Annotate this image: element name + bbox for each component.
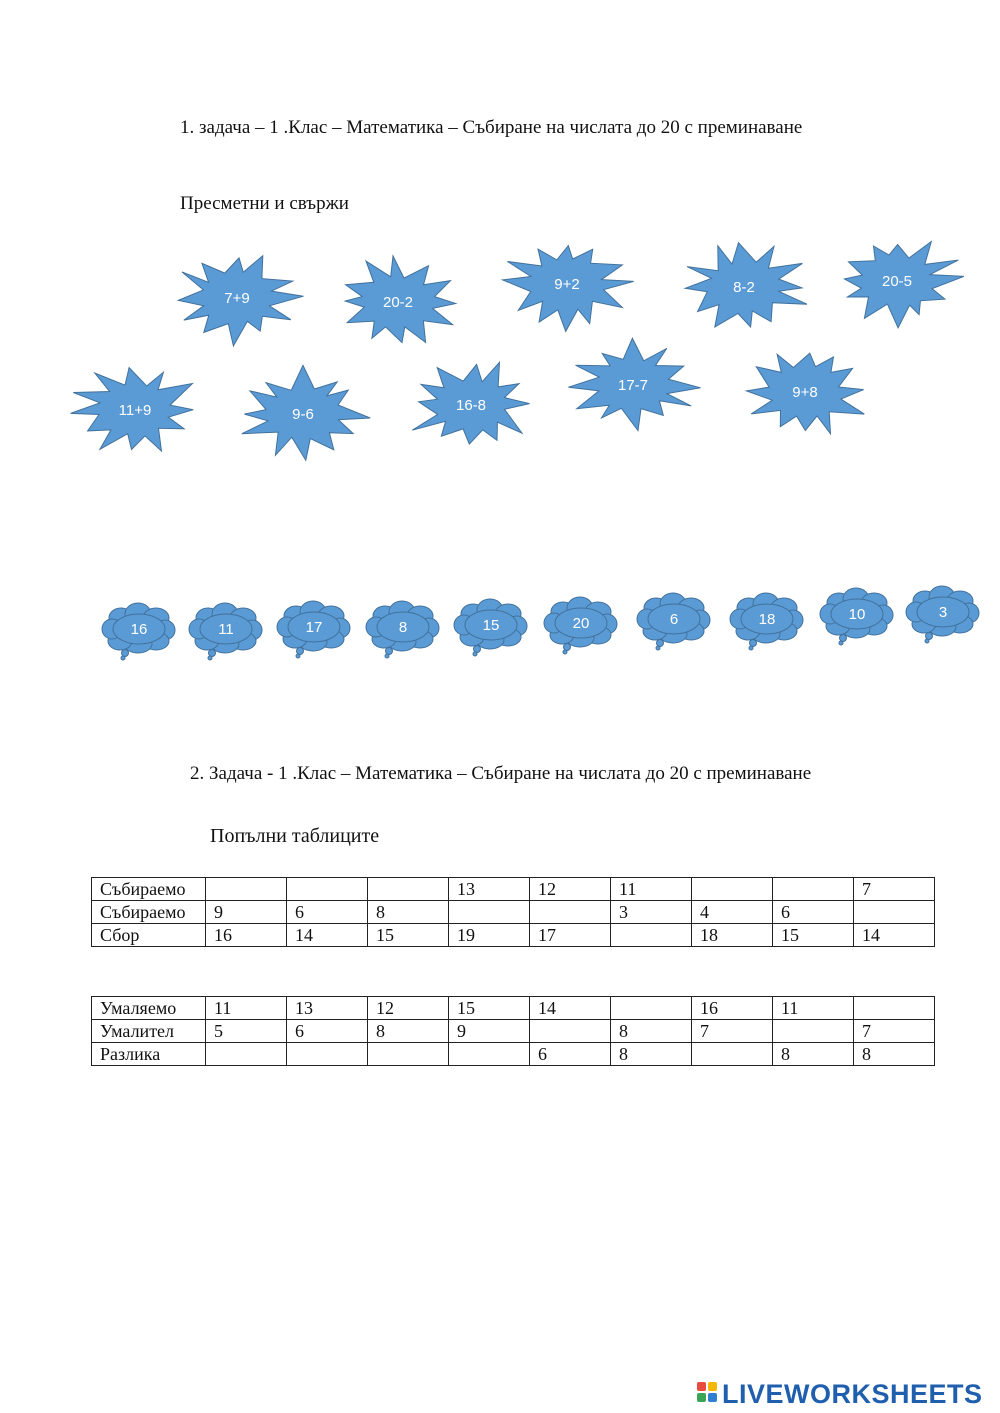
task2-heading: 2. Задача - 1 .Клас – Математика – Събиране на числата до 20 с преминаване xyxy=(190,763,812,784)
table-cell: 19 xyxy=(449,924,530,947)
table-cell: 14 xyxy=(854,924,935,947)
table-cell: 8 xyxy=(368,901,449,924)
table-cell: 13 xyxy=(449,878,530,901)
table-cell: 18 xyxy=(692,924,773,947)
table-cell: 15 xyxy=(773,924,854,947)
table-cell: 16 xyxy=(692,997,773,1020)
table-cell: 8 xyxy=(611,1043,692,1066)
expression-star[interactable] xyxy=(401,355,541,455)
table-row xyxy=(92,1043,935,1066)
table-row xyxy=(92,1020,935,1043)
row-header: Умалител xyxy=(92,1020,206,1043)
table-cell: 13 xyxy=(287,997,368,1020)
expression-star[interactable] xyxy=(328,252,468,352)
answer-cloud[interactable] xyxy=(729,588,805,650)
table-cell: 7 xyxy=(692,1020,773,1043)
table-cell[interactable] xyxy=(611,997,692,1020)
liveworksheets-logo xyxy=(697,1378,983,1410)
answer-label: 8 xyxy=(398,618,408,636)
table-cell[interactable] xyxy=(449,901,530,924)
table-cell[interactable] xyxy=(530,901,611,924)
table-cell[interactable] xyxy=(530,1020,611,1043)
answer-label: 15 xyxy=(482,616,500,634)
answer-cloud[interactable] xyxy=(636,588,712,650)
table-cell[interactable] xyxy=(368,878,449,901)
answer-cloud[interactable] xyxy=(905,581,981,643)
table-row xyxy=(92,878,935,901)
answer-cloud[interactable] xyxy=(453,594,529,656)
table-cell: 14 xyxy=(287,924,368,947)
expression-label: 8-2 xyxy=(733,278,755,296)
answer-cloud[interactable] xyxy=(365,596,441,658)
addition-table xyxy=(91,877,935,947)
expression-star[interactable] xyxy=(827,231,967,331)
table-cell: 7 xyxy=(854,878,935,901)
table-cell: 6 xyxy=(287,1020,368,1043)
table-cell: 9 xyxy=(449,1020,530,1043)
table-row xyxy=(92,997,935,1020)
table-cell: 8 xyxy=(368,1020,449,1043)
table-cell: 6 xyxy=(530,1043,611,1066)
table-row xyxy=(92,924,935,947)
expression-star[interactable] xyxy=(735,342,875,442)
table-cell[interactable] xyxy=(692,1043,773,1066)
answer-label: 10 xyxy=(848,605,866,623)
table-cell: 12 xyxy=(530,878,611,901)
answer-cloud[interactable] xyxy=(188,598,264,660)
table-cell[interactable] xyxy=(773,878,854,901)
row-header: Събираемо xyxy=(92,878,206,901)
table-cell[interactable] xyxy=(854,997,935,1020)
expression-star[interactable] xyxy=(497,234,637,334)
logo-text: LIVEWORKSHEETS xyxy=(722,1378,983,1409)
answer-cloud[interactable] xyxy=(101,598,177,660)
row-header: Събираемо xyxy=(92,901,206,924)
table-cell: 11 xyxy=(611,878,692,901)
expression-star[interactable] xyxy=(233,364,373,464)
expression-label: 17-7 xyxy=(617,376,649,394)
table-cell: 12 xyxy=(368,997,449,1020)
expression-label: 20-2 xyxy=(382,293,414,311)
table-cell: 15 xyxy=(368,924,449,947)
table-cell: 5 xyxy=(206,1020,287,1043)
answer-cloud[interactable] xyxy=(819,583,895,645)
answer-label: 17 xyxy=(305,618,323,636)
table-cell[interactable] xyxy=(692,878,773,901)
table-cell: 11 xyxy=(773,997,854,1020)
table-cell[interactable] xyxy=(611,924,692,947)
table-cell[interactable] xyxy=(206,878,287,901)
table-cell[interactable] xyxy=(368,1043,449,1066)
table-cell: 17 xyxy=(530,924,611,947)
expression-star[interactable] xyxy=(167,248,307,348)
table-cell[interactable] xyxy=(287,878,368,901)
task1-instruction: Пресметни и свържи xyxy=(180,193,349,214)
table-cell[interactable] xyxy=(449,1043,530,1066)
expression-star[interactable] xyxy=(674,237,814,337)
expression-label: 9-6 xyxy=(292,405,314,423)
table-cell: 14 xyxy=(530,997,611,1020)
logo-blocks-icon xyxy=(697,1382,719,1406)
subtraction-table xyxy=(91,996,935,1066)
expression-label: 16-8 xyxy=(455,396,487,414)
table-cell: 7 xyxy=(854,1020,935,1043)
table-cell: 3 xyxy=(611,901,692,924)
table-cell: 8 xyxy=(773,1043,854,1066)
answer-cloud[interactable] xyxy=(543,592,619,654)
table-cell[interactable] xyxy=(206,1043,287,1066)
table-row xyxy=(92,901,935,924)
table-cell[interactable] xyxy=(854,901,935,924)
expression-star[interactable] xyxy=(563,335,703,435)
row-header: Умаляемо xyxy=(92,997,206,1020)
task1-heading: 1. задача – 1 .Клас – Математика – Събиране на числата до 20 с преминаване xyxy=(180,117,803,138)
expression-label: 20-5 xyxy=(881,272,913,290)
answer-label: 20 xyxy=(572,614,590,632)
answer-label: 11 xyxy=(218,620,234,638)
table-cell: 6 xyxy=(287,901,368,924)
expression-label: 9+8 xyxy=(792,383,818,401)
table-cell[interactable] xyxy=(773,1020,854,1043)
answer-label: 6 xyxy=(669,610,679,628)
table-cell: 8 xyxy=(854,1043,935,1066)
table-cell: 9 xyxy=(206,901,287,924)
table-cell: 16 xyxy=(206,924,287,947)
row-header: Сбор xyxy=(92,924,206,947)
table-cell: 4 xyxy=(692,901,773,924)
row-header: Разлика xyxy=(92,1043,206,1066)
answer-label: 18 xyxy=(758,610,776,628)
task2-instruction: Попълни таблиците xyxy=(210,825,380,847)
expression-star[interactable] xyxy=(65,360,205,460)
table-cell: 15 xyxy=(449,997,530,1020)
expression-label: 11+9 xyxy=(118,401,152,419)
table-cell: 8 xyxy=(611,1020,692,1043)
table-cell: 11 xyxy=(206,997,287,1020)
answer-cloud[interactable] xyxy=(276,596,352,658)
table-cell[interactable] xyxy=(287,1043,368,1066)
answer-label: 3 xyxy=(938,603,948,621)
expression-label: 9+2 xyxy=(554,275,580,293)
answer-label: 16 xyxy=(130,620,148,638)
expression-label: 7+9 xyxy=(224,289,250,307)
table-cell: 6 xyxy=(773,901,854,924)
